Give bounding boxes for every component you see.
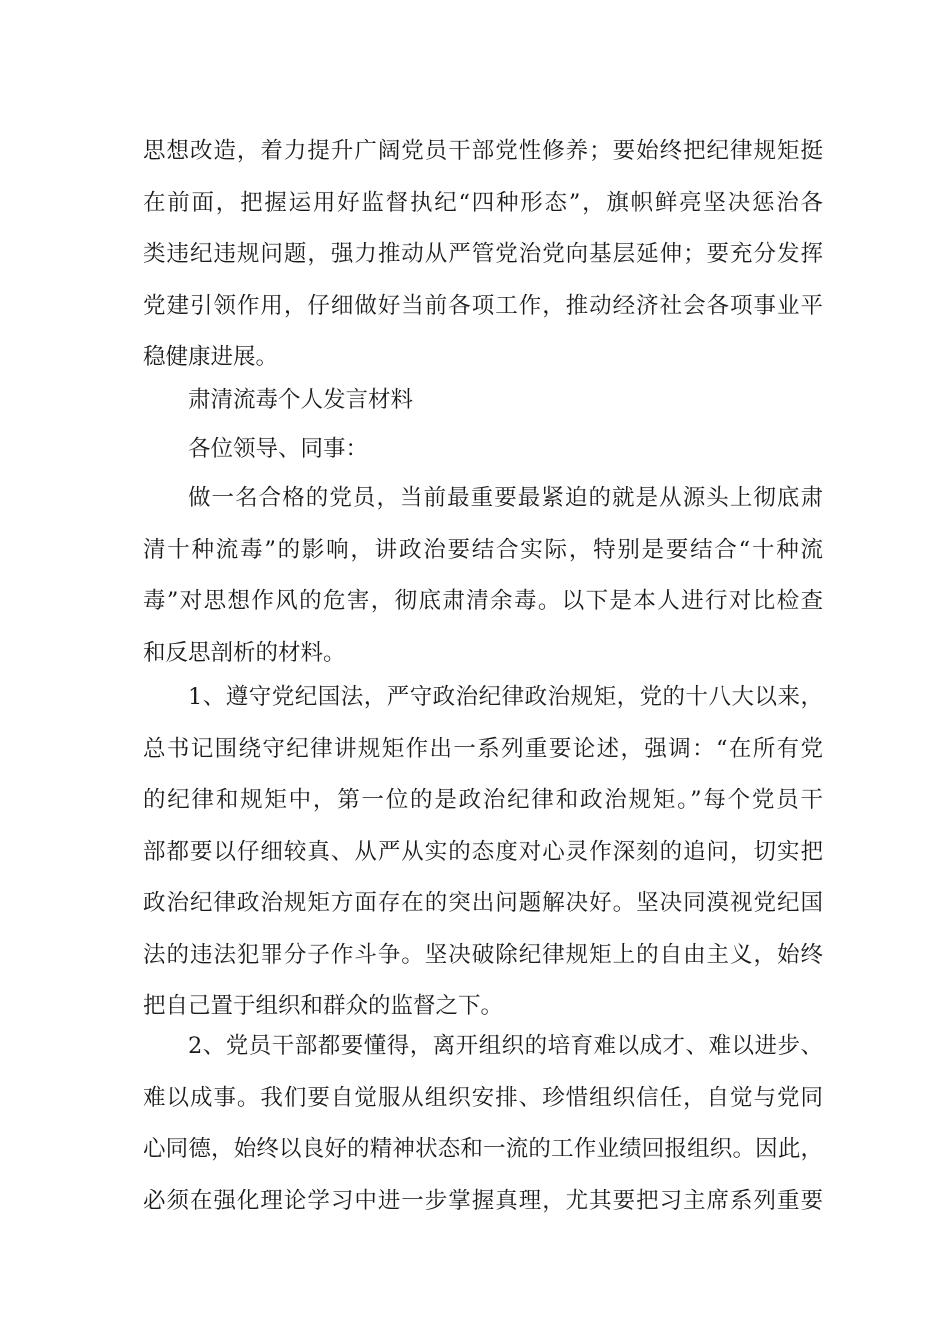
text-line: 必须在强化理论学习中进一步掌握真理，尤其要把习主席系列重要 bbox=[143, 1187, 823, 1214]
text-line: 难以成事。我们要自觉服从组织安排、珍惜组织信任，自觉与党同 bbox=[143, 1084, 823, 1111]
paragraph-intro bbox=[143, 473, 823, 679]
text-line: 做一名合格的党员，当前最重要最紧迫的就是从源头上彻底肃 bbox=[188, 485, 823, 511]
text-line: 部都要以仔细较真、从严从实的态度对心灵作深刻的追问，切实把 bbox=[143, 838, 823, 865]
text-line: 的纪律和规矩中，第一位的是政治纪律和政治规矩。”每个党员干 bbox=[143, 787, 823, 813]
text-line: 把自己置于组织和群众的监督之下。 bbox=[143, 993, 504, 1019]
text-line: 总书记围绕守纪律讲规矩作出一系列重要论述，强调：“在所有党 bbox=[143, 735, 823, 762]
salutation-text: 各位领导、同事： bbox=[188, 436, 369, 462]
title-text: 肃清流毒个人发言材料 bbox=[188, 387, 414, 413]
text-line: 类违纪违规问题，强力推动从严管党治党向基层延伸；要充分发挥 bbox=[143, 241, 823, 267]
text-line: 2、党员干部都要懂得，离开组织的培育难以成才、难以进步、 bbox=[188, 1033, 823, 1059]
paragraph-point-1 bbox=[143, 672, 823, 1033]
text-line: 清十种流毒”的影响，讲政治要结合实际，特别是要结合“十种流 bbox=[143, 536, 823, 563]
salutation bbox=[143, 424, 823, 476]
text-line: 法的违法犯罪分子作斗争。坚决破除纪律规矩上的自由主义，始终 bbox=[143, 941, 823, 968]
paragraph-continuation bbox=[143, 126, 823, 384]
text-line: 心同德，始终以良好的精神状态和一流的工作业绩回报组织。因此， bbox=[143, 1136, 823, 1162]
text-line: 政治纪律政治规矩方面存在的突出问题解决好。坚决同漠视党纪国 bbox=[143, 890, 823, 916]
document-title bbox=[143, 375, 823, 427]
paragraph-point-2 bbox=[143, 1021, 823, 1227]
text-line: 在前面，把握运用好监督执纪“四种形态”，旗帜鲜亮坚决惩治各 bbox=[143, 189, 823, 216]
text-line: 毒”对思想作风的危害，彻底肃清余毒。以下是本人进行对比检查 bbox=[143, 588, 823, 614]
text-line: 1、遵守党纪国法，严守政治纪律政治规矩，党的十八大以来， bbox=[188, 684, 823, 710]
text-line: 和反思剖析的材料。 bbox=[143, 639, 346, 666]
text-line: 稳健康进展。 bbox=[143, 344, 279, 370]
text-line: 党建引领作用，仔细做好当前各项工作，推动经济社会各项事业平 bbox=[143, 292, 823, 319]
text-line: 思想改造，着力提升广阔党员干部党性修养；要始终把纪律规矩挺 bbox=[143, 138, 823, 164]
